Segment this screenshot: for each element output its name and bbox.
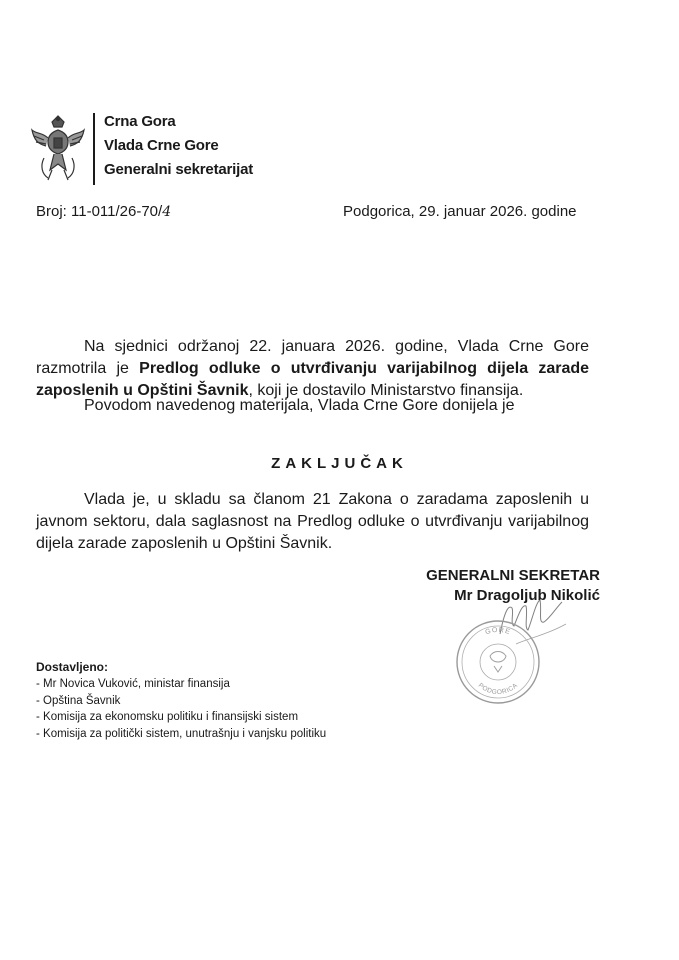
distribution-title: Dostavljeno: — [36, 660, 109, 674]
place-and-date: Podgorica, 29. januar 2026. godine — [343, 203, 577, 220]
reference-prefix: Broj: 11-011/26-70/ — [36, 203, 163, 220]
distribution-item: - Komisija za ekonomsku politiku i finansijski sistem — [36, 711, 299, 723]
paragraph-session — [36, 336, 589, 402]
seal-top-text: GORE — [484, 626, 512, 637]
signer-name: Mr Dragoljub Nikolić — [454, 587, 600, 604]
header-country: Crna Gora — [104, 113, 176, 130]
paragraph-session-part1: Na sjednici održanoj 22. januara 2026. godine, Vlada Crne Gore razmotrila je — [36, 338, 589, 377]
svg-text:PODGORICA — [477, 682, 520, 696]
header-divider — [93, 113, 95, 185]
signer-role: GENERALNI SEKRETAR — [426, 567, 600, 584]
header-secretariat: Generalni sekretarijat — [104, 161, 254, 178]
official-seal — [454, 618, 542, 706]
distribution-item: - Komisija za politički sistem, unutrašnju i vanjsku politiku — [36, 727, 327, 740]
svg-text:GORE — [484, 627, 511, 636]
distribution-item: - Opština Šavnik — [36, 694, 121, 707]
conclusion-title: ZAKLJUČAK — [271, 455, 408, 472]
distribution-item: - Mr Novica Vuković, ministar finansija — [36, 678, 230, 690]
distribution-list — [36, 660, 326, 742]
seal-bottom-text: PODGORICA — [476, 681, 520, 697]
paragraph-decision-intro: Povodom navedenog materijala, Vlada Crne Gore donijela je — [84, 397, 515, 414]
header-government: Vlada Crne Gore — [104, 137, 219, 154]
reference-handwritten-suffix: 4 — [162, 204, 172, 220]
coat-of-arms-emblem — [30, 114, 86, 186]
paragraph-session-part2: , koji je dostavilo Ministarstvo finansija. — [248, 382, 524, 399]
paragraph-conclusion: Vlada je, u skladu sa članom 21 Zakona o zaradama zaposlenih u javnom sektoru, dala saglasnost na Predlog odluke o utvrđivanju varijabilnog dijela zarade zaposlenih u Opštini Šavnik. — [36, 491, 589, 552]
reference-number — [36, 203, 171, 220]
paragraph-session-subject: Predlog odluke o utvrđivanju varijabilnog dijela zarade zaposlenih u Opštini Šavnik — [36, 360, 590, 399]
